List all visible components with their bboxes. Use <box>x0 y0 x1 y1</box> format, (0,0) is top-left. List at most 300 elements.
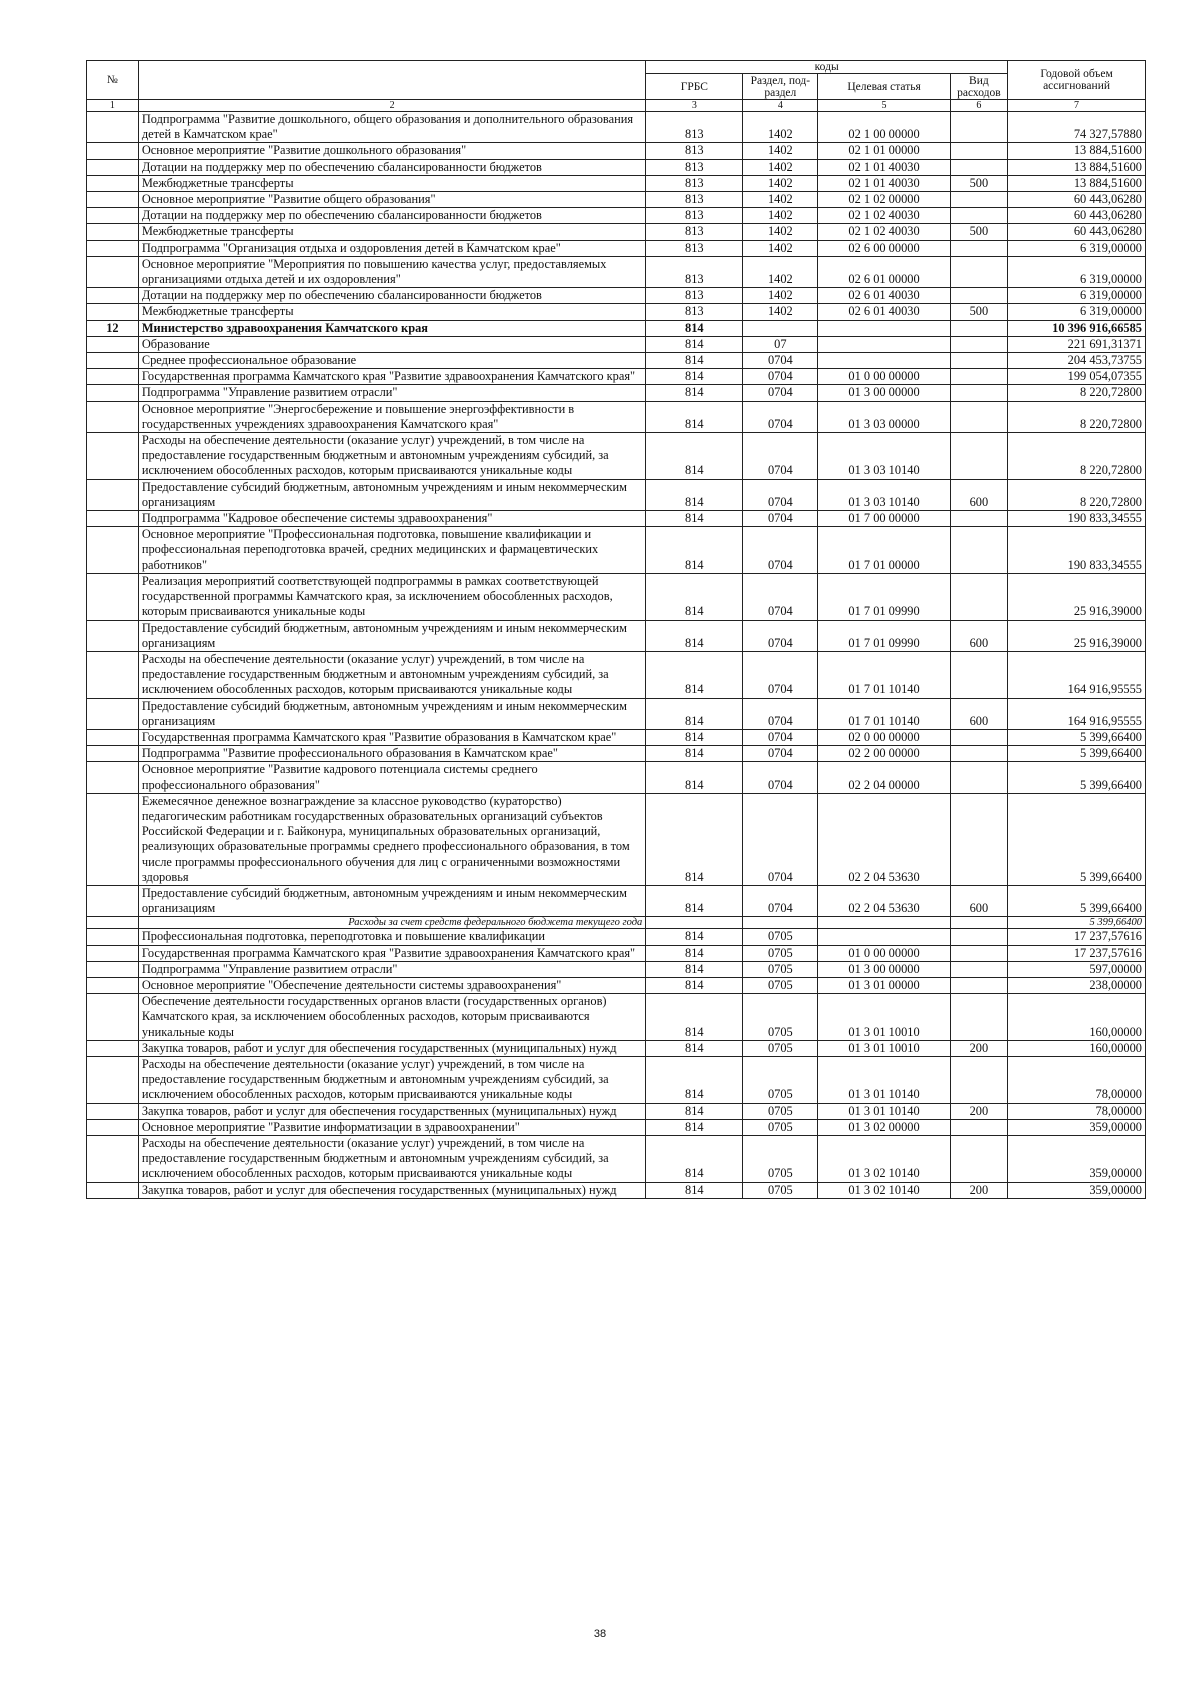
row-expense-type <box>950 527 1007 574</box>
row-target: 02 1 01 40030 <box>818 159 950 175</box>
row-expense-type: 200 <box>950 1040 1007 1056</box>
col-number: 2 <box>138 100 645 112</box>
row-name: Закупка товаров, работ и услуг для обеспечения государственных (муниципальных) нужд <box>138 1182 645 1198</box>
row-section: 0704 <box>743 401 818 432</box>
row-name: Закупка товаров, работ и услуг для обеспечения государственных (муниципальных) нужд <box>138 1103 645 1119</box>
row-name: Расходы за счет средств федерального бюджета текущего года <box>138 917 645 929</box>
row-target: 01 7 01 09990 <box>818 573 950 620</box>
row-section: 0704 <box>743 620 818 651</box>
row-expense-type <box>950 573 1007 620</box>
row-amount: 238,00000 <box>1008 977 1146 993</box>
row-number <box>87 945 139 961</box>
row-amount: 6 319,00000 <box>1008 240 1146 256</box>
row-name: Расходы на обеспечение деятельности (оказание услуг) учреждений, в том числе на предоставление государственным бюджетным и автономным учреждениям субсидий, за исключением обособленных расходов, которым присваиваются уникальные коды <box>138 1056 645 1103</box>
row-number <box>87 746 139 762</box>
row-amount: 8 220,72800 <box>1008 385 1146 401</box>
row-number <box>87 929 139 945</box>
row-target: 01 0 00 00000 <box>818 945 950 961</box>
row-grbs: 814 <box>646 573 743 620</box>
row-target: 02 6 00 00000 <box>818 240 950 256</box>
table-row <box>87 479 1146 510</box>
row-expense-type: 200 <box>950 1103 1007 1119</box>
row-target: 02 1 02 40030 <box>818 208 950 224</box>
row-number <box>87 917 139 929</box>
row-target: 02 2 00 00000 <box>818 746 950 762</box>
row-name: Образование <box>138 336 645 352</box>
row-grbs <box>646 917 743 929</box>
row-grbs: 814 <box>646 1056 743 1103</box>
row-number <box>87 433 139 480</box>
row-grbs: 814 <box>646 977 743 993</box>
row-name: Закупка товаров, работ и услуг для обеспечения государственных (муниципальных) нужд <box>138 1040 645 1056</box>
row-section: 1402 <box>743 224 818 240</box>
table-row <box>87 353 1146 369</box>
row-amount: 164 916,95555 <box>1008 698 1146 729</box>
row-name: Расходы на обеспечение деятельности (оказание услуг) учреждений, в том числе на предоставление государственным бюджетным и автономным учреждениям субсидий, за исключением обособленных расходов, которым присваиваются уникальные коды <box>138 433 645 480</box>
row-grbs: 814 <box>646 527 743 574</box>
row-section: 0705 <box>743 1119 818 1135</box>
row-amount: 6 319,00000 <box>1008 256 1146 287</box>
row-target: 02 6 01 40030 <box>818 304 950 320</box>
table-row <box>87 224 1146 240</box>
row-grbs: 814 <box>646 929 743 945</box>
row-grbs: 814 <box>646 762 743 793</box>
row-section: 1402 <box>743 192 818 208</box>
row-name: Подпрограмма "Развитие дошкольного, общего образования и дополнительного образования детей в Камчатском крае" <box>138 112 645 143</box>
row-grbs: 814 <box>646 961 743 977</box>
row-name: Подпрограмма "Управление развитием отрасли" <box>138 385 645 401</box>
row-target: 01 3 03 00000 <box>818 401 950 432</box>
row-expense-type <box>950 192 1007 208</box>
row-name: Дотации на поддержку мер по обеспечению сбалансированности бюджетов <box>138 159 645 175</box>
row-section <box>743 320 818 336</box>
row-expense-type <box>950 208 1007 224</box>
row-name: Обеспечение деятельности государственных органов власти (государственных органов) Камчатского края, за исключением обособленных расходов, которым присваиваются уникальные коды <box>138 994 645 1041</box>
row-target <box>818 929 950 945</box>
row-name: Реализация мероприятий соответствующей подпрограммы в рамках соответствующей государственной программы Камчатского края, за исключением обособленных расходов, которым присваиваются уникальные коды <box>138 573 645 620</box>
row-target: 01 3 00 00000 <box>818 385 950 401</box>
row-number <box>87 208 139 224</box>
row-grbs: 814 <box>646 994 743 1041</box>
row-number <box>87 175 139 191</box>
row-grbs: 814 <box>646 945 743 961</box>
row-amount: 359,00000 <box>1008 1136 1146 1183</box>
table-row <box>87 527 1146 574</box>
row-number <box>87 192 139 208</box>
row-section: 0704 <box>743 746 818 762</box>
row-number <box>87 1119 139 1135</box>
row-amount: 160,00000 <box>1008 1040 1146 1056</box>
row-expense-type: 500 <box>950 224 1007 240</box>
row-target: 02 1 01 40030 <box>818 175 950 191</box>
row-grbs: 814 <box>646 433 743 480</box>
row-name: Предоставление субсидий бюджетным, автономным учреждениям и иным некоммерческим организациям <box>138 479 645 510</box>
row-target: 01 7 01 10140 <box>818 698 950 729</box>
row-number <box>87 385 139 401</box>
row-name: Предоставление субсидий бюджетным, автономным учреждениям и иным некоммерческим организациям <box>138 885 645 916</box>
header-name <box>138 61 645 100</box>
table-row <box>87 793 1146 885</box>
row-amount: 5 399,66400 <box>1008 762 1146 793</box>
row-name: Подпрограмма "Кадровое обеспечение системы здравоохранения" <box>138 511 645 527</box>
row-number <box>87 994 139 1041</box>
table-row <box>87 885 1146 916</box>
row-target: 01 3 02 00000 <box>818 1119 950 1135</box>
row-section: 0704 <box>743 573 818 620</box>
row-number <box>87 1040 139 1056</box>
row-section: 0705 <box>743 945 818 961</box>
row-section: 1402 <box>743 240 818 256</box>
row-grbs: 814 <box>646 336 743 352</box>
row-grbs: 814 <box>646 1136 743 1183</box>
row-name: Основное мероприятие "Мероприятия по повышению качества услуг, предоставляемых организациями отдыха детей и их оздоровления" <box>138 256 645 287</box>
row-number <box>87 961 139 977</box>
row-expense-type <box>950 746 1007 762</box>
row-expense-type: 200 <box>950 1182 1007 1198</box>
row-number <box>87 793 139 885</box>
row-expense-type <box>950 1119 1007 1135</box>
row-grbs: 814 <box>646 746 743 762</box>
table-row <box>87 917 1146 929</box>
table-row <box>87 929 1146 945</box>
row-number <box>87 143 139 159</box>
table-row <box>87 620 1146 651</box>
row-number <box>87 240 139 256</box>
table-row <box>87 240 1146 256</box>
table-row <box>87 511 1146 527</box>
row-number <box>87 885 139 916</box>
budget-table <box>86 60 1146 1199</box>
row-amount: 60 443,06280 <box>1008 208 1146 224</box>
table-row <box>87 143 1146 159</box>
row-amount: 164 916,95555 <box>1008 651 1146 698</box>
table-row <box>87 1182 1146 1198</box>
row-grbs: 813 <box>646 208 743 224</box>
row-grbs: 814 <box>646 885 743 916</box>
budget-table-sheet <box>86 60 1146 1199</box>
row-number <box>87 1103 139 1119</box>
row-section: 0705 <box>743 929 818 945</box>
row-name: Ежемесячное денежное вознаграждение за классное руководство (кураторство) педагогическим работникам государственных образовательных организаций субъектов Российской Федерации и г. Байконура, муниципальных образовательных организаций, реализующих образовательные программы среднего профессионального образования, в том числе программы профессионального обучения для лиц с ограниченными возможностями здоровья <box>138 793 645 885</box>
row-amount: 160,00000 <box>1008 994 1146 1041</box>
row-number <box>87 224 139 240</box>
table-row <box>87 698 1146 729</box>
row-amount: 8 220,72800 <box>1008 433 1146 480</box>
row-target <box>818 320 950 336</box>
row-name: Государственная программа Камчатского края "Развитие здравоохранения Камчатского края" <box>138 369 645 385</box>
table-row <box>87 192 1146 208</box>
row-section: 0705 <box>743 961 818 977</box>
row-amount: 5 399,66400 <box>1008 917 1146 929</box>
row-expense-type <box>950 961 1007 977</box>
row-expense-type <box>950 1136 1007 1183</box>
table-row <box>87 304 1146 320</box>
row-amount: 17 237,57616 <box>1008 945 1146 961</box>
row-number <box>87 1136 139 1183</box>
row-section: 0704 <box>743 729 818 745</box>
row-section: 0705 <box>743 977 818 993</box>
row-target: 01 3 03 10140 <box>818 433 950 480</box>
row-amount: 5 399,66400 <box>1008 729 1146 745</box>
row-expense-type <box>950 336 1007 352</box>
row-grbs: 814 <box>646 1040 743 1056</box>
row-name: Расходы на обеспечение деятельности (оказание услуг) учреждений, в том числе на предоставление государственным бюджетным и автономным учреждениям субсидий, за исключением обособленных расходов, которым присваиваются уникальные коды <box>138 651 645 698</box>
row-name: Министерство здравоохранения Камчатского края <box>138 320 645 336</box>
row-amount: 190 833,34555 <box>1008 527 1146 574</box>
row-grbs: 814 <box>646 385 743 401</box>
row-name: Основное мероприятие "Развитие кадрового потенциала системы среднего профессионального образования" <box>138 762 645 793</box>
row-target: 02 2 04 00000 <box>818 762 950 793</box>
row-section: 0705 <box>743 1040 818 1056</box>
row-target: 02 6 01 00000 <box>818 256 950 287</box>
row-amount: 60 443,06280 <box>1008 192 1146 208</box>
row-target <box>818 917 950 929</box>
row-section: 1402 <box>743 159 818 175</box>
header-section: Раздел, под-раздел <box>743 74 818 100</box>
header-grbs: ГРБС <box>646 74 743 100</box>
row-name: Дотации на поддержку мер по обеспечению сбалансированности бюджетов <box>138 208 645 224</box>
row-amount: 17 237,57616 <box>1008 929 1146 945</box>
row-number <box>87 573 139 620</box>
row-name: Основное мероприятие "Развитие общего образования" <box>138 192 645 208</box>
table-row <box>87 385 1146 401</box>
row-name: Подпрограмма "Управление развитием отрасли" <box>138 961 645 977</box>
row-grbs: 813 <box>646 256 743 287</box>
row-section: 0705 <box>743 1103 818 1119</box>
table-row <box>87 1136 1146 1183</box>
row-name: Государственная программа Камчатского края "Развитие образования в Камчатском крае" <box>138 729 645 745</box>
row-amount: 78,00000 <box>1008 1056 1146 1103</box>
row-amount: 6 319,00000 <box>1008 304 1146 320</box>
row-amount: 13 884,51600 <box>1008 159 1146 175</box>
table-row <box>87 369 1146 385</box>
row-expense-type <box>950 729 1007 745</box>
row-number <box>87 762 139 793</box>
row-grbs: 813 <box>646 224 743 240</box>
row-number <box>87 256 139 287</box>
row-grbs: 814 <box>646 729 743 745</box>
row-expense-type <box>950 977 1007 993</box>
table-row <box>87 945 1146 961</box>
row-expense-type <box>950 256 1007 287</box>
row-number <box>87 698 139 729</box>
row-expense-type <box>950 320 1007 336</box>
row-expense-type <box>950 917 1007 929</box>
row-number <box>87 977 139 993</box>
row-expense-type: 600 <box>950 620 1007 651</box>
col-number: 4 <box>743 100 818 112</box>
row-target: 01 3 01 10010 <box>818 1040 950 1056</box>
row-grbs: 814 <box>646 793 743 885</box>
row-target: 01 7 01 00000 <box>818 527 950 574</box>
row-section: 1402 <box>743 208 818 224</box>
row-section: 1402 <box>743 143 818 159</box>
table-row <box>87 762 1146 793</box>
row-name: Государственная программа Камчатского края "Развитие здравоохранения Камчатского края" <box>138 945 645 961</box>
row-grbs: 813 <box>646 240 743 256</box>
row-grbs: 813 <box>646 159 743 175</box>
row-expense-type <box>950 762 1007 793</box>
row-section <box>743 917 818 929</box>
row-number <box>87 527 139 574</box>
row-section: 0704 <box>743 885 818 916</box>
row-target: 01 3 02 10140 <box>818 1136 950 1183</box>
row-target: 01 3 01 10140 <box>818 1103 950 1119</box>
row-target: 01 0 00 00000 <box>818 369 950 385</box>
row-number <box>87 401 139 432</box>
page-number: 38 <box>593 1628 607 1640</box>
table-row <box>87 208 1146 224</box>
row-number <box>87 112 139 143</box>
row-name: Подпрограмма "Развитие профессионального образования в Камчатском крае" <box>138 746 645 762</box>
table-row <box>87 256 1146 287</box>
row-target: 01 3 01 00000 <box>818 977 950 993</box>
table-row <box>87 175 1146 191</box>
row-section: 0704 <box>743 433 818 480</box>
row-expense-type: 600 <box>950 698 1007 729</box>
row-expense-type <box>950 385 1007 401</box>
row-section: 0705 <box>743 994 818 1041</box>
row-target: 02 2 04 53630 <box>818 885 950 916</box>
row-amount: 359,00000 <box>1008 1119 1146 1135</box>
row-number <box>87 159 139 175</box>
col-number: 3 <box>646 100 743 112</box>
row-name: Основное мероприятие "Профессиональная подготовка, повышение квалификации и профессиональная переподготовка врачей, средних медицинских и фармацевтических работников" <box>138 527 645 574</box>
row-section: 0704 <box>743 385 818 401</box>
row-grbs: 814 <box>646 401 743 432</box>
row-grbs: 814 <box>646 1182 743 1198</box>
row-section: 1402 <box>743 256 818 287</box>
table-row <box>87 320 1146 336</box>
row-section: 0704 <box>743 353 818 369</box>
col-number: 1 <box>87 100 139 112</box>
table-row <box>87 1056 1146 1103</box>
table-row <box>87 401 1146 432</box>
row-amount: 78,00000 <box>1008 1103 1146 1119</box>
row-section: 0705 <box>743 1056 818 1103</box>
row-name: Межбюджетные трансферты <box>138 175 645 191</box>
row-amount: 13 884,51600 <box>1008 143 1146 159</box>
row-expense-type <box>950 945 1007 961</box>
row-amount: 5 399,66400 <box>1008 746 1146 762</box>
table-row <box>87 112 1146 143</box>
row-expense-type <box>950 112 1007 143</box>
row-target: 01 7 01 09990 <box>818 620 950 651</box>
row-number <box>87 511 139 527</box>
row-expense-type <box>950 143 1007 159</box>
row-amount: 8 220,72800 <box>1008 479 1146 510</box>
row-grbs: 813 <box>646 112 743 143</box>
row-grbs: 814 <box>646 1119 743 1135</box>
row-section: 1402 <box>743 175 818 191</box>
row-name: Основное мероприятие "Развитие информатизации в здравоохранении" <box>138 1119 645 1135</box>
row-amount: 25 916,39000 <box>1008 620 1146 651</box>
table-row <box>87 288 1146 304</box>
row-section: 0704 <box>743 762 818 793</box>
header-annual: Годовой объем ассигнований <box>1008 61 1146 100</box>
row-grbs: 813 <box>646 192 743 208</box>
row-target: 01 3 02 10140 <box>818 1182 950 1198</box>
row-section: 0704 <box>743 511 818 527</box>
row-name: Основное мероприятие "Развитие дошкольного образования" <box>138 143 645 159</box>
row-name: Расходы на обеспечение деятельности (оказание услуг) учреждений, в том числе на предоставление государственным бюджетным и автономным учреждениям субсидий, за исключением обособленных расходов, которым присваиваются уникальные коды <box>138 1136 645 1183</box>
row-number <box>87 1182 139 1198</box>
row-grbs: 813 <box>646 143 743 159</box>
col-number: 7 <box>1008 100 1146 112</box>
table-row <box>87 729 1146 745</box>
row-expense-type <box>950 793 1007 885</box>
row-amount: 8 220,72800 <box>1008 401 1146 432</box>
row-name: Межбюджетные трансферты <box>138 224 645 240</box>
row-grbs: 814 <box>646 698 743 729</box>
header-num: № <box>87 61 139 100</box>
row-name: Предоставление субсидий бюджетным, автономным учреждениям и иным некоммерческим организациям <box>138 620 645 651</box>
row-target <box>818 353 950 369</box>
row-target: 02 1 02 00000 <box>818 192 950 208</box>
table-body <box>87 112 1146 1199</box>
col-number: 6 <box>950 100 1007 112</box>
table-row <box>87 1040 1146 1056</box>
row-expense-type <box>950 288 1007 304</box>
row-target: 02 6 01 40030 <box>818 288 950 304</box>
row-amount: 190 833,34555 <box>1008 511 1146 527</box>
row-expense-type <box>950 994 1007 1041</box>
row-name: Подпрограмма "Организация отдыха и оздоровления детей в Камчатском крае" <box>138 240 645 256</box>
header-target: Целевая статья <box>818 74 950 100</box>
col-number: 5 <box>818 100 950 112</box>
row-name: Предоставление субсидий бюджетным, автономным учреждениям и иным некоммерческим организациям <box>138 698 645 729</box>
row-amount: 25 916,39000 <box>1008 573 1146 620</box>
row-target: 01 3 03 10140 <box>818 479 950 510</box>
row-expense-type <box>950 433 1007 480</box>
row-section: 0704 <box>743 793 818 885</box>
table-row <box>87 159 1146 175</box>
table-row <box>87 746 1146 762</box>
row-section: 0704 <box>743 698 818 729</box>
row-name: Среднее профессиональное образование <box>138 353 645 369</box>
row-amount: 5 399,66400 <box>1008 885 1146 916</box>
table-row <box>87 433 1146 480</box>
row-target: 02 1 01 00000 <box>818 143 950 159</box>
table-row <box>87 994 1146 1041</box>
row-number <box>87 288 139 304</box>
row-amount: 5 399,66400 <box>1008 793 1146 885</box>
row-grbs: 814 <box>646 479 743 510</box>
row-name: Дотации на поддержку мер по обеспечению сбалансированности бюджетов <box>138 288 645 304</box>
row-section: 0705 <box>743 1182 818 1198</box>
row-expense-type <box>950 401 1007 432</box>
row-amount: 597,00000 <box>1008 961 1146 977</box>
header-codes: коды <box>646 61 1008 74</box>
row-target: 01 7 00 00000 <box>818 511 950 527</box>
row-section: 0704 <box>743 651 818 698</box>
row-grbs: 814 <box>646 369 743 385</box>
row-expense-type: 600 <box>950 885 1007 916</box>
row-number <box>87 304 139 320</box>
row-grbs: 814 <box>646 353 743 369</box>
row-name: Профессиональная подготовка, переподготовка и повышение квалификации <box>138 929 645 945</box>
row-target: 01 3 01 10010 <box>818 994 950 1041</box>
row-amount: 74 327,57880 <box>1008 112 1146 143</box>
row-grbs: 814 <box>646 651 743 698</box>
row-section: 0704 <box>743 479 818 510</box>
row-expense-type <box>950 651 1007 698</box>
table-row <box>87 1119 1146 1135</box>
row-section: 1402 <box>743 112 818 143</box>
row-grbs: 814 <box>646 620 743 651</box>
row-expense-type <box>950 511 1007 527</box>
row-amount: 60 443,06280 <box>1008 224 1146 240</box>
